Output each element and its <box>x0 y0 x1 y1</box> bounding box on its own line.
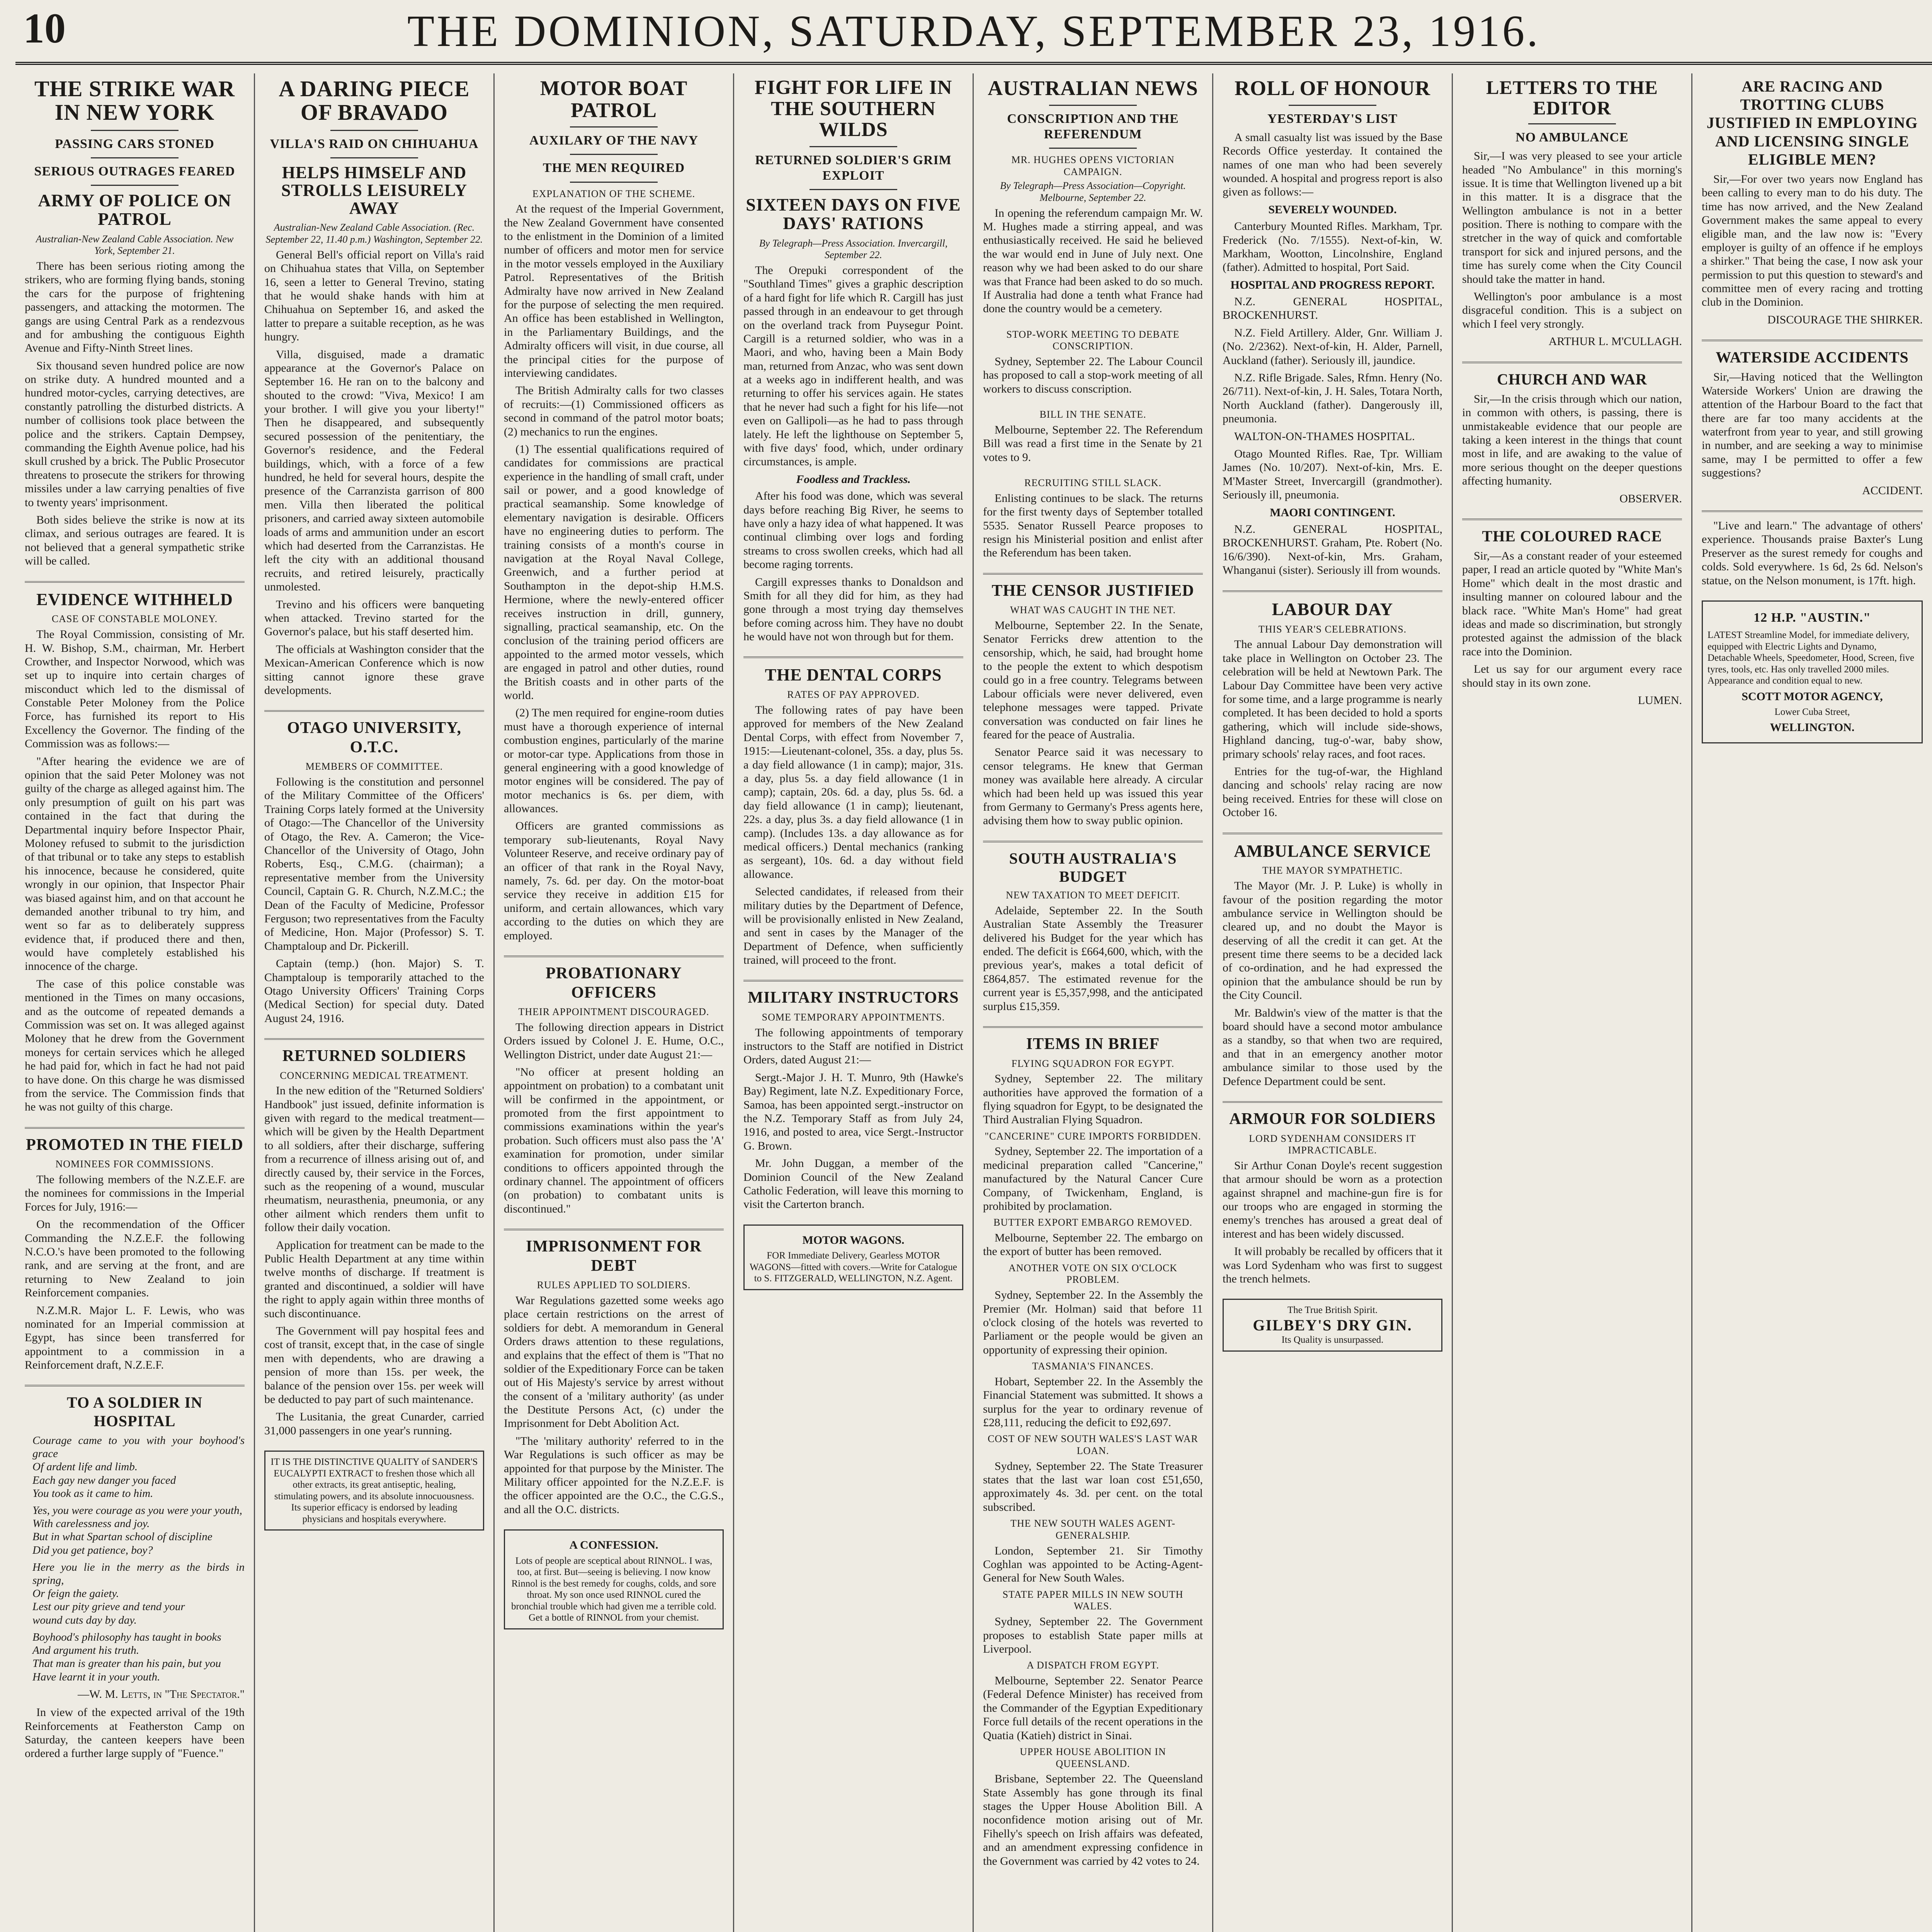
signature: LUMEN. <box>1638 694 1682 707</box>
paragraph: Wellington's poor ambulance is a most disgraceful condition. This is a subject on which I feel very strongly. <box>1462 290 1682 330</box>
paragraph: The Royal Commission, consisting of Mr. H. W. Bishop, S.M., chairman, Mr. Herbert Crowther, and Inspector Norwood, which was set up to inquire into certain charges of misconduct which led to the dismissal of Constable Peter Moloney from the Police Force, has furnished its report to His Excellency the Governor. The finding of the Commission was as follows:— <box>25 628 245 750</box>
subhead: BUTTER EXPORT EMBARGO REMOVED. <box>993 1217 1192 1228</box>
headline: IMPRISONMENT FOR DEBT <box>526 1238 702 1275</box>
advertisement-austin <box>1702 600 1923 743</box>
subhead: NOMINEES FOR COMMISSIONS. <box>55 1158 214 1170</box>
headline: EVIDENCE WITHHELD <box>36 590 233 609</box>
headline: PROBATIONARY OFFICERS <box>546 964 682 1002</box>
subhead: STATE PAPER MILLS IN NEW SOUTH WALES. <box>1002 1588 1184 1612</box>
headline: AUSTRALIAN NEWS <box>988 77 1198 100</box>
headline: MOTOR BOAT PATROL <box>540 77 688 122</box>
column-2 <box>255 73 495 1932</box>
paragraph: The following appointments of temporary instructors to the Staff are notified in District Orders, dated August 21:— <box>743 1026 963 1066</box>
paragraph: On the recommendation of the Officer Commanding the N.Z.E.F. the following N.C.O.'s have been promoted to the following rank, and are serving at the front, and are returning to New Zealand to join Reinforcement companies. <box>25 1218 245 1299</box>
paragraph: The case of this police constable was mentioned in the Times on many occasions, and as the outcome of repeated demands a Commission was set on. It was alleged against Moloney that he drew from the Government moneys for certain services which he alleged he had paid for, which in fact he had not paid to have done. On this charge he was dismissed from the service. The Commission finds that he was not guilty of this charge. <box>25 977 245 1114</box>
paragraph: The Government will pay hospital fees and cost of transit, except that, in the case of single men with dependents, who are drawing a pension of more than 15s. per week, the balance of the pension over 15s. per week will be deducted to pay part of such maintenance. <box>264 1324 484 1406</box>
paragraph: The Mayor (Mr. J. P. Luke) is wholly in favour of the position regarding the motor ambulance service in Wellington should be cleared up, and no doubt the Mayor is deserving of all the credit it can get. At the present time there seems to be a decided lack of co-ordination, and he had expressed the opinion that the ambulance should be run by the City Council. <box>1223 879 1442 1002</box>
paragraph: Sydney, September 22. The Labour Council has proposed to call a stop-work meeting of all workers to discuss conscription. <box>983 355 1203 395</box>
ad-address: Lower Cuba Street, <box>1774 706 1850 717</box>
subhead: TASMANIA'S FINANCES. <box>1032 1361 1154 1372</box>
subhead: RECRUITING STILL SLACK. <box>1024 477 1162 489</box>
deck: VILLA'S RAID ON CHIHUAHUA <box>270 136 479 151</box>
article-fight <box>743 77 963 643</box>
paragraph: At the request of the Imperial Government, the New Zealand Government have consented to the enlistment in the Dominion of a limited number of officers and motor men for service in the motor vessels employed in the Auxiliary Patrol. Representatives of the British Admiralty have now arrived in New Zealand for the purpose of selecting the men required. An office has been established in Wellington, in the Parliamentary Buildings, and the Admiralty officers will visit, in due course, all the principal cities for the purpose of interviewing candidates. <box>504 202 724 379</box>
letter-coloured-race <box>1462 527 1682 707</box>
headline: WATERSIDE ACCIDENTS <box>1716 349 1909 366</box>
paragraph: War Regulations gazetted some weeks ago place certain restrictions on the arrest of soldiers for debt. A memorandum in General Orders draws attention to these regulations, and explains that the effect of them is "That no soldier of the Expeditionary Force can be taken out of His Majesty's service by arrest without the consent of a 'military authority' (as under the Destitute Persons Act, (c) under the Imprisonment for Debt Abolition Act. <box>504 1294 724 1430</box>
paragraph: Melbourne, September 22. The Referendum Bill was read a first time in the Senate by 21 votes to 9. <box>983 423 1203 464</box>
ad-title: MOTOR WAGONS. <box>802 1233 905 1247</box>
paragraph: (1) The essential qualifications required of candidates for commissions are practical experience in the handling of small craft, under sail or power, and a good knowledge of practical seamanship. Some knowledge of elementary navigation is desirable. Officers have no engineering duties to perform. The training consists of a month's course in navigation at the Royal Naval College, Greenwich, and a further period at Southampton in the depot-ship H.M.S. Hermione, where the newly-entered officer receives instruction in drill, gunnery, signalling, practical seamanship, etc. On the conclusion of the training period officers are appointed to the armed motor vessels, which are engaged in patrol and other duties, round the British coasts and in other parts of the world. <box>504 442 724 702</box>
paragraph: "After hearing the evidence we are of opinion that the said Peter Moloney was not guilty of the charge as alleged against him. The only presumption of guilt on his part was contained in the fact that during the Departmental inquiry before Inspector Phair, Moloney refused to submit to the jurisdiction of that tribunal or to take any steps to establish his innocence, because he considered, quite wrongly in our opinion, that Inspector Phair was biased against him, and on that account he demanded another tribunal to try him, and went so far as to deliberately suppress evidence that, if produced there and then, would have completely established his innocence of the charge. <box>25 755 245 973</box>
letter-church-war <box>1462 370 1682 505</box>
newspaper-title: THE DOMINION, SATURDAY, SEPTEMBER 23, 1916. <box>407 7 1540 56</box>
paragraph: Sir,—I was very pleased to see your article headed "No Ambulance" in this morning's issue. It is time that Wellington livened up a bit in this matter. It is a disgrace that the Wellington ambulance is not in a better position. There is nothing to compare with the stretcher in the way of quick and comfortable transport for sick and injured persons, and the time has surely come when the City Council should take the matter in hand. <box>1462 150 1682 286</box>
paragraph: In view of the expected arrival of the 19th Reinforcements at Featherston Camp on Saturday, the canteen keepers have been ordered a further large supply of "Fuence." <box>25 1706 245 1760</box>
headline: SOUTH AUSTRALIA'S BUDGET <box>1009 849 1177 885</box>
paragraph: Sir,—In the crisis through which our nation, in common with others, is passing, there is unmistakeable evidence that our people are taking a keen interest in the things that count most in life, and are awaking to the value of more serious thought on the deeper questions affecting humanity. <box>1462 392 1682 488</box>
article-bravado <box>264 77 484 697</box>
paragraph: Sir Arthur Conan Doyle's recent suggestion that armour should be worn as a protection against shrapnel and machine-gun fire is for our troops who are engaged in storming the enemy's trenches has aroused a great deal of interest and has been widely discussed. <box>1223 1159 1442 1240</box>
advertisement-motor-wagons <box>743 1225 963 1290</box>
paragraph: Entries for the tug-of-war, the Highland dancing and schools' relay racing are now being received. Entries for these will close on October 16. <box>1223 765 1442 819</box>
paragraph: The officials at Washington consider that the Mexican-American Conference which is now sitting cannot ignore these grave developments. <box>264 643 484 697</box>
paragraph: N.Z. GENERAL HOSPITAL, BROCKENHURST. Graham, Pte. Robert (No. 16/6/390). Next-of-kin, Mrs. Graham, Whanganui (sister). Seriously ill from wounds. <box>1223 522 1442 577</box>
subhead: CONCERNING MEDICAL TREATMENT. <box>280 1070 469 1081</box>
paragraph: WALTON-ON-THAMES HOSPITAL. <box>1234 430 1415 443</box>
stanza: Yes, you were courage as you were your youth, With carelessness and joy. But in what Spartan school of discipline Did you get patience, boy? <box>32 1504 242 1556</box>
ad-line: Its Quality is unsurpassed. <box>1281 1335 1384 1345</box>
deck: SERIOUS OUTRAGES FEARED <box>34 164 235 179</box>
article-censor <box>983 582 1203 828</box>
subhead: MAORI CONTINGENT. <box>1270 506 1395 519</box>
paragraph: Selected candidates, if released from their military duties by the Department of Defence, will be provisionally enlisted in New Zealand, and sent in cases by the Manager of the Department of Defence, when sufficiently trained, will proceed to the front. <box>743 885 963 967</box>
paragraph: N.Z.M.R. Major L. F. Lewis, who was nominated for an Imperial commission at Egypt, has since been transferred for appointment to a commission in a Reinforcement draft, N.Z.E.F. <box>25 1304 245 1372</box>
column-6 <box>1213 73 1453 1932</box>
article-strike <box>25 77 245 568</box>
masthead <box>15 4 1932 65</box>
paragraph: "The 'military authority' referred to in the War Regulations is such officer as may be appointed for that purpose by the Minister. The Military officer appointed for the N.Z.E.F. is the officer appointed are the O.C., the C.G.S., and all the O.C. districts. <box>504 1434 724 1516</box>
article-dental <box>743 665 963 967</box>
article-sa-budget <box>983 849 1203 1013</box>
subhead: HOSPITAL AND PROGRESS REPORT. <box>1230 278 1435 291</box>
poem-soldier <box>25 1393 245 1760</box>
article-australian <box>983 77 1203 316</box>
paragraph: London, September 21. Sir Timothy Coghlan was appointed to be Acting-Agent-General for New South Wales. <box>983 1544 1203 1585</box>
subhead: NO AMBULANCE <box>1515 130 1629 145</box>
subhead: FLYING SQUADRON FOR EGYPT. <box>1011 1058 1175 1069</box>
article-ambulance <box>1223 841 1442 1088</box>
headline: RETURNED SOLDIERS <box>282 1047 466 1065</box>
paragraph: Sydney, September 22. In the Assembly the Premier (Mr. Holman) said that before 11 o'clock closing of the hotels was reverted to Parliament or the people would be given an opportunity of expressing their opinion. <box>983 1289 1203 1356</box>
letter-waterside <box>1702 348 1923 497</box>
subhead: ANOTHER VOTE ON SIX O'CLOCK PROBLEM. <box>1008 1262 1178 1286</box>
headline: ARE RACING AND TROTTING CLUBS JUSTIFIED IN EMPLOYING AND LICENSING SINGLE ELIGIBLE MEN? <box>1706 78 1918 168</box>
ad-line: The True British Spirit. <box>1287 1305 1378 1316</box>
subhead: WHAT WAS CAUGHT IN THE NET. <box>1010 604 1176 616</box>
paragraph: The Orepuki correspondent of the "Southland Times" gives a graphic description of a hard fight for life which R. Cargill has just passed through in an endeavour to get through on the overland track from Puysegur Point. Cargill is a returned soldier, who was in a Maori, and who, having been a Main Body man, returned from Anzac, who was sent down at a weeks ago in indifferent health, and was returning to offer his services again. He states that he never had such a fight for his life—not even on Gallipoli—as he had to pass through lately. He left the lighthouse on September 5, with five days' food, which, under ordinary circumstances, is ample. <box>743 264 963 468</box>
subhead: CASE OF CONSTABLE MOLONEY. <box>51 613 218 625</box>
paragraph: Adelaide, September 22. In the South Australian State Assembly the Treasurer delivered his Budget for the year which has ended. The deficit is £664,600, which, with the previous year's, makes a total deficit of £864,857. The estimated revenue for the current year is £5,357,998, and the anticipated surplus £15,359. <box>983 904 1203 1013</box>
deck: EXPLANATION OF THE SCHEME. <box>532 188 696 199</box>
paragraph: Hobart, September 22. In the Assembly the Financial Statement was submitted. It shows a surplus for the year to ordinary revenue of £28,111, reducing the deficit to £92,697. <box>983 1375 1203 1429</box>
paragraph: N.Z. Field Artillery. Alder, Gnr. William J. (No. 2/2362). Next-of-kin, H. Alder, Parnell, Auckland (father). Seriously ill, jaundice. <box>1223 326 1442 367</box>
headline: THE CENSOR JUSTIFIED <box>992 582 1194 600</box>
paragraph: The annual Labour Day demonstration will take place in Wellington on October 23. The celebration will be held at Newtown Park. The Labour Day Committee have been very active for some time, and a large programme is nearly completed. It has been decided to hold a sports gathering, which will include side-shows, Highland dancing, tug-o'-war, baby show, primary schools' relay races, and foot races. <box>1223 638 1442 760</box>
paragraph: After his food was done, which was several days before reaching Big River, he seems to have only a hazy idea of what happened. It was continual climbing over logs and fording streams to cross swollen creeks, which had all become raging torrents. <box>743 490 963 571</box>
subhead: A DISPATCH FROM EGYPT. <box>1027 1660 1159 1671</box>
column-1 <box>15 73 255 1932</box>
signature: DISCOURAGE THE SHIRKER. <box>1767 313 1923 326</box>
deck: ARMY OF POLICE ON PATROL <box>38 190 231 229</box>
article-debt <box>504 1237 724 1516</box>
paragraph: Canterbury Mounted Rifles. Markham, Tpr. Frederick (No. 7/1555). Next-of-kin, W. Markham, Wootton, Lincolnshire, England (father). Admitted to hospital, Port Said. <box>1223 220 1442 274</box>
headline: A DARING PIECE OF BRAVADO <box>279 76 470 125</box>
article-recruiting <box>983 477 1203 560</box>
paragraph: Let us say for our argument every race should stay in its own zone. <box>1462 663 1682 689</box>
deck: CONSCRIPTION AND THE REFERENDUM <box>1007 111 1179 141</box>
paragraph: "No officer at present holding an appointment on probation) to a combatant unit will be confirmed in the appointment, or promoted from the first appointment to commissions examinations within the year's probation. Such officers must also pass the 'A' examination for promotion, under similar conditions to officers appointed through the ordinary channel. The appointment of officers (on probation) to combatant units is discontinued." <box>504 1065 724 1215</box>
subhead: BILL IN THE SENATE. <box>1039 409 1146 420</box>
stanza: Courage came to you with your boyhood's grace Of ardent life and limb. Each gay new danger you faced You took as it came to him. <box>32 1434 245 1500</box>
subhead: NEW TAXATION TO MEET DEFICIT. <box>1006 889 1180 901</box>
column-5 <box>974 73 1213 1932</box>
advertisement-sanders <box>264 1451 484 1531</box>
article-armour <box>1223 1110 1442 1286</box>
paragraph: The British Admiralty calls for two classes of recruits:—(1) Commissioned officers as second in command of the patrol motor boats; (2) mechanics to run the engines. <box>504 384 724 438</box>
ad-text: IT IS THE DISTINCTIVE QUALITY of SANDER'S EUCALYPTI EXTRACT to freshen those which all other extracts, its great antiseptic, healing, stimulating powers, and its absolute innocuousness. Its superior efficacy is endorsed by leading physicians and hospitals everywhere. <box>270 1457 478 1524</box>
page-number: 10 <box>23 5 66 52</box>
headline: TO A SOLDIER IN HOSPITAL <box>66 1394 203 1430</box>
headline: MILITARY INSTRUCTORS <box>748 989 959 1007</box>
paragraph: General Bell's official report on Villa's raid on Chihuahua states that Villa, on September 16, seen a letter to General Trevino, stating that he would shake hands with him at Chihuahua on September 16, and asked the latter to prepare a suitable reception, as he was hungry. <box>264 248 484 344</box>
stanza: Here you lie in the merry as the birds in spring, Or feign the gaiety. Lest our pity grieve and tend your wound cuts day by day. <box>32 1561 245 1626</box>
article-evidence <box>25 590 245 1114</box>
paragraph: (2) The men required for engine-room duties must have a thorough experience of internal combustion engines, particularly of the marine or motor-car type. Applications from those in general engineering with a good knowledge of motor engines will be considered. The pay of motor mechanics is 6s. per diem, with allowances. <box>504 706 724 815</box>
subhead: THIS YEAR'S CELEBRATIONS. <box>1258 623 1407 635</box>
headline: LABOUR DAY <box>1272 599 1393 619</box>
paragraph: "Live and learn." The advantage of others' experience. Thousands praise Baxter's Lung Preserver as the surest remedy for coughs and colds. Sold everywhere. 1s 6d, 2s 6d. Nelson's statue, on the Nelson monument, is 17ft. high. <box>1702 519 1923 587</box>
paragraph: Cargill expresses thanks to Donaldson and Smith for all they did for him, as they had gone through a most trying day themselves before coming across him. They have no doubt he would have not won through but for them. <box>743 575 963 643</box>
paragraph: The following rates of pay have been approved for members of the New Zealand Dental Corps, with effect from November 7, 1915:—Lieutenant-colonel, 35s. a day, plus 5s. a day field allowance (1 in camp); major, 31s. a day, plus 5s. a day field allowance (1 in camp); captain, 20s. 6d. a day, plus 5s. 6d. a day field allowance (1 in camp); lieutenant, 22s. a day, plus 3s. a day field allowance (1 in camp). (Includes 13s. a day allowance as for medical officers.) Dental mechanics (ranking as sergeant), 10s. 6d. a day without field allowance. <box>743 704 963 881</box>
subhead: THE MAYOR SYMPATHETIC. <box>1262 865 1403 876</box>
ad-title: GILBEY'S DRY GIN. <box>1253 1316 1412 1334</box>
paragraph: Following is the constitution and personnel of the Military Committee of the Officers' Training Corps lately formed at the University of Otago:—The Chancellor of the University of Otago, the Rev. A. Cameron; the Vice-Chancellor of the University of Otago, John Roberts, Esq., C.M.G. (chairman); a representative member from the University Council, Captain G. R. Church, N.Z.M.C.; the Dean of the Faculty of Medicine, Professor Ferguson; two representatives from the Faculty of Medicine, Hon. Major (Professor) S. T. Champtaloup and Dr. Pickerill. <box>264 776 484 952</box>
paragraph: N.Z. Rifle Brigade. Sales, Rfmn. Henry (No. 26/711). Next-of-kin, J. H. Sales, Totara North, North Auckland (father). Dangerously ill, pneumonia. <box>1223 371 1442 425</box>
article-stop-work <box>983 329 1203 396</box>
paragraph-nelson <box>1702 519 1923 587</box>
paragraph: In the new edition of the "Returned Soldiers' Handbook" just issued, definite information is given with regard to the medical treatment—which will be given by the Health Department to all soldiers, after their discharge, suffering from a recurrence of illness arising out of, and directly caused by, their service in the Forces, such as the reopening of a wound, muscular rheumatism, neurasthenia, pneumonia, or any other ailment which renders them unfit to follow their daily vocation. <box>264 1084 484 1234</box>
ad-title: 12 H.P. "AUSTIN." <box>1753 610 1871 625</box>
advertisement-gilbeys <box>1223 1299 1442 1351</box>
paragraph: Enlisting continues to be slack. The returns for the first twenty days of September totalled 5535. Senator Russell Pearce proposes to resign his Ministerial position and enlist after the Referendum has been taken. <box>983 492 1203 560</box>
headline: THE COLOURED RACE <box>1482 527 1662 545</box>
paragraph: Mr. John Duggan, a member of the Dominion Council of the New Zealand Catholic Federation, will leave this morning to visit the Carterton branch. <box>743 1157 963 1211</box>
deck: THE MEN REQUIRED <box>543 161 685 175</box>
paragraph: Officers are granted commissions as temporary sub-lieutenants, Royal Navy Volunteer Reserve, and receive ordinary pay of an officer of that rank in the Royal Navy, namely, 7s. 6d. per day. On the motor-boat service they receive in addition £15 for uniform, and certain allowances, which vary according to the duties on which they are employed. <box>504 820 724 942</box>
article-promoted <box>25 1136 245 1372</box>
headline: OTAGO UNIVERSITY, O.T.C. <box>287 719 462 756</box>
subhead: RATES OF PAY APPROVED. <box>787 689 920 701</box>
signature: ARTHUR L. M'CULLAGH. <box>1548 335 1682 348</box>
article-letters <box>1462 77 1682 349</box>
ad-text: LATEST Streamline Model, for immediate delivery, equipped with Electric Lights and Dynamo, Detachable Wheels, Speedometer, Hood, Screen, five tyres, tools, etc. Has only travelled 2000 miles. Appearance and condition equal to new. <box>1708 630 1915 686</box>
subhead: COST OF NEW SOUTH WALES'S LAST WAR LOAN. <box>988 1433 1198 1457</box>
subhead: STOP-WORK MEETING TO DEBATE CONSCRIPTION. <box>1006 328 1180 352</box>
headline: ARMOUR FOR SOLDIERS <box>1229 1110 1436 1128</box>
paragraph: Sydney, September 22. The Government proposes to establish State paper mills at Liverpool. <box>983 1615 1203 1655</box>
headline: AMBULANCE SERVICE <box>1234 841 1431 861</box>
subhead: MEMBERS OF COMMITTEE. <box>305 761 443 772</box>
deck: RETURNED SOLDIER'S GRIM EXPLOIT <box>755 153 952 183</box>
paragraph: It will probably be recalled by officers that it was Lord Sydenham who was first to suggest the trench helmets. <box>1223 1245 1442 1285</box>
paragraph: Both sides believe the strike is now at its climax, and serious outrages are feared. It is not believed that a general sympathetic strike will be called. <box>25 513 245 568</box>
paragraph: N.Z. GENERAL HOSPITAL, BROCKENHURST. <box>1223 295 1442 322</box>
ad-city: WELLINGTON. <box>1770 721 1855 734</box>
paragraph: Sydney, September 22. The State Treasurer states that the last war loan cost £51,650, approximately 4s. 3d. per cent. on the total subscribed. <box>983 1459 1203 1514</box>
dateline: By Telegraph—Press Association—Copyright. Melbourne, September 22. <box>1000 180 1186 203</box>
article-motor-boat <box>504 77 724 942</box>
column-4 <box>734 73 974 1932</box>
paragraph: Six thousand seven hundred police are now on strike duty. A hundred mounted and a hundred motor-cycles, carrying detectives, are constantly patrolling the disturbed districts. A number of collisions took place between the police and the strikers. Captain Dempsey, commanding the Eighth Avenue police, had his skull crushed by a brick. The Public Prosecutor threatens to prosecute the strikers for throwing missiles under a law carrying penalties of five to twenty years' imprisonment. <box>25 359 245 509</box>
paragraph: Sydney, September 22. The military authorities have approved the formation of a flying squadron for Egypt, to be designated the Third Australian Flying Squadron. <box>983 1072 1203 1126</box>
paragraph: There has been serious rioting among the strikers, who are forming flying bands, stoning the cars for the purpose of frightening passengers, and attacking the motormen. The gangs are using Central Park as a rendezvous and for ambushing the contiguous Eighth Avenue and Fifty-Ninth Street lines. <box>25 259 245 355</box>
paragraph: Otago Mounted Rifles. Rae, Tpr. William James (No. 10/207). Next-of-kin, Mrs. E. M'Master Street, Invercargill (grandmother). Seriously ill, pneumonia. <box>1223 447 1442 502</box>
column-7 <box>1453 73 1692 1932</box>
headline: PROMOTED IN THE FIELD <box>26 1136 243 1154</box>
paragraph: The following direction appears in District Orders issued by Colonel J. E. Hume, O.C., Wellington District, under date August 21:— <box>504 1020 724 1061</box>
paragraph: Sir,—Having noticed that the Wellington Waterside Workers' Union are drawing the attention of the Harbour Board to the fact that there are far too many accidents at the waterfront from year to year, and still growing in number, and are seeking a way to minimise same, may I be permitted to offer a few suggestions? <box>1702 371 1923 480</box>
deck: SIXTEEN DAYS ON FIVE DAYS' RATIONS <box>746 195 961 233</box>
paragraph: The following members of the N.Z.E.F. are the nominees for commissions in the Imperial Forces for July, 1916:— <box>25 1173 245 1213</box>
subhead: LORD SYDENHAM CONSIDERS IT IMPRACTICABLE. <box>1249 1133 1416 1156</box>
column-3 <box>495 73 734 1932</box>
article-labour-day <box>1223 599 1442 820</box>
paragraph: Melbourne, September 22. Senator Pearce (Federal Defence Minister) has received from the Commander of the Egyptian Expeditionary Force full details of the recent operations in the Quatia (Katieh) district in Sinai. <box>983 1674 1203 1742</box>
paragraph: Sir,—For over two years now England has been calling to every man to do his duty. The time has now arrived, and the New Zealand Government makes the same appeal to every eligible man, and the law now is: "Every employer is guilty of an offence if he employs a shirker." That being the case, I now ask your permission to put this question to steward's and committee men of every racing and trotting club in the Dominion. <box>1702 172 1923 309</box>
paragraph: Captain (temp.) (hon. Major) S. T. Champtaloup is temporarily attached to the Otago University Officers' Training Corps (Medical Section) for special duty. Dated August 24, 1916. <box>264 957 484 1025</box>
subhead: SOME TEMPORARY APPOINTMENTS. <box>762 1012 945 1023</box>
article-bill <box>983 409 1203 464</box>
letter-racing <box>1702 77 1923 327</box>
paragraph: Mr. Baldwin's view of the matter is that the board should have a second motor ambulance as a standby, so that when two are required, and that in an emergency another motor ambulance similar to those used by the Defence Department could be sent. <box>1223 1006 1442 1088</box>
article-roll-of-honour <box>1223 77 1442 577</box>
paragraph: Sydney, September 22. The importation of a medicinal preparation called "Cancerine," manufactured by the Natural Cancer Cure Company, of Twickenham, England, is prohibited by proclamation. <box>983 1145 1203 1213</box>
paragraph: Application for treatment can be made to the Public Health Department at any time within twelve months of discharge. If treatment is granted and discontinued, a soldier will have the right to apply again within three months of such discontinuance. <box>264 1238 484 1320</box>
article-probationary <box>504 964 724 1216</box>
paragraph: Sergt.-Major J. H. T. Munro, 9th (Hawke's Bay) Regiment, late N.Z. Expeditionary Force, Samoa, has been appointed sergt.-instructor on the N.Z. Temporary Staff as from July 24, 1916, and posted to area, vice Sergt.-Instructor G. Brown. <box>743 1071 963 1152</box>
deck: AUXILARY OF THE NAVY <box>529 133 699 148</box>
headline: THE STRIKE WAR IN NEW YORK <box>34 76 235 125</box>
headline: ITEMS IN BRIEF <box>1026 1035 1160 1053</box>
paragraph: A small casualty list was issued by the Base Records Office yesterday. It contained the names of one man who had been severely wounded. A hospital and progress report is also given as follows:— <box>1223 131 1442 199</box>
subhead: SEVERELY WOUNDED. <box>1268 203 1397 216</box>
article-items-brief <box>983 1035 1203 1868</box>
paragraph: Senator Pearce said it was necessary to censor telegrams. He knew that German money was available here already. A circular which had been held up was issued this year from Germany to Germany's Press agents here, advising them how to sway public opinion. <box>983 746 1203 827</box>
headline: LETTERS TO THE EDITOR <box>1486 77 1658 119</box>
article-otago <box>264 719 484 1025</box>
deck: PASSING CARS STONED <box>55 136 214 151</box>
paragraph: Villa, disguised, made a dramatic appearance at the Governor's Palace on September 16. He ran on to the balcony and shouted to the crowd: "Viva, Mexico! I am your brother. I will give you your liberty!" Then he disappeared, and subsequently secured possession of the penitentiary, the Governor's residence, and the Federal buildings, which, with a force of a few hundred, he held for several hours, despite the presence of the Carranzista garrison of 800 men. Villa then liberated the political prisoners, and carried away sixteen automobile loads of arms and ammunition under an escort which had deserted from the Carranzistas. He left the city with an additional thousand recruits, and retired leisurely, practically unmolested. <box>264 348 484 594</box>
paragraph: Melbourne, September 22. The embargo on the export of butter has been removed. <box>983 1231 1203 1258</box>
paragraph: Brisbane, September 22. The Queensland State Assembly has gone through its final stages the Upper House Abolition Bill. A noconfidence motion arising out of Mr. Fihelly's speech on Irish affairs was defeated, and an amendment expressing confidence in the Government was carried by 42 votes to 24. <box>983 1772 1203 1867</box>
subhead: "CANCERINE" CURE IMPORTS FORBIDDEN. <box>985 1130 1201 1142</box>
deck: YESTERDAY'S LIST <box>1267 111 1398 126</box>
ad-text: FOR Immediate Delivery, Gearless MOTOR WAGONS—fitted with covers.—Write for Catalogue to S. FITZGERALD, WELLINGTON, N.Z. Agent. <box>749 1250 957 1284</box>
headline: CHURCH AND WAR <box>1497 370 1647 388</box>
paragraph: Trevino and his officers were banqueting when attacked. Trevino started for the Governor's palace, but his staff deserted him. <box>264 598 484 638</box>
headline: THE DENTAL CORPS <box>765 665 942 685</box>
paragraph: Melbourne, September 22. In the Senate, Senator Ferricks drew attention to the censorship, which, he said, had brought home to the people the extent to which despotism could go in a free country. Telegrams between Labour officials were never delivered, even telephone messages were tapped. Private conversation was conducted on fair lines he feared for the peace of Australia. <box>983 619 1203 742</box>
deck: HELPS HIMSELF AND STROLLS LEISURELY AWAY <box>281 163 468 218</box>
paragraph: Sir,—As a constant reader of your esteemed paper, I read an article quoted by "White Man's Home" which dealt in the most drastic and insulting manner on coloured labour and the black race. "White Man's Home" had great ideas and made so discrimination, but strongly protested against the admission of the black race into the Dominion. <box>1462 549 1682 658</box>
subhead: THEIR APPOINTMENT DISCOURAGED. <box>518 1006 709 1018</box>
advertisement-rinnol <box>504 1529 724 1629</box>
signature: —W. M. Letts, in "The Spectator." <box>78 1687 245 1701</box>
dateline: Australian-New Zealand Cable Association. New York, September 21. <box>36 233 234 257</box>
ad-text: Lots of people are sceptical about RINNOL. I was, too, at first. But—seeing is believing. I now know Rinnol is the best remedy for coughs, colds, and sore throat. My son once used RINNOL cured the bronchial trouble which had given me a terrible cold. Get a bottle of RINNOL from your chemist. <box>511 1555 717 1623</box>
subhead: THE NEW SOUTH WALES AGENT-GENERALSHIP. <box>1010 1518 1176 1541</box>
signature: ACCIDENT. <box>1862 484 1923 497</box>
subhead: RULES APPLIED TO SOLDIERS. <box>537 1279 691 1291</box>
subhead: Foodless and Trackless. <box>796 473 911 486</box>
headline: ROLL OF HONOUR <box>1234 77 1431 100</box>
paragraph: In opening the referendum campaign Mr. W. M. Hughes made a stirring appeal, and was enthusiastically received. He said he believed the war would end in June of July next. One reason why we had been asked to do our share was that France had been asked to do so much. If Australia had done a tenth what France had done the country would be a cemetery. <box>983 206 1203 315</box>
dateline: By Telegraph—Press Association. Invercargill, September 22. <box>759 237 948 261</box>
signature: OBSERVER. <box>1619 492 1682 505</box>
dateline: Australian-New Zealand Cable Association. (Rec. September 22, 11.40 p.m.) Washington, September 22. <box>265 222 483 245</box>
paragraph: The Lusitania, the great Cunarder, carried 31,000 passengers in one year's running. <box>264 1410 484 1437</box>
newspaper-columns <box>15 73 1932 1932</box>
stanza: Boyhood's philosophy has taught in books And argument his truth. That man is greater than his pain, but you Have learnt it in your youth. <box>32 1631 221 1683</box>
ad-agency: SCOTT MOTOR AGENCY, <box>1742 690 1883 703</box>
subhead: UPPER HOUSE ABOLITION IN QUEENSLAND. <box>1020 1746 1166 1769</box>
article-returned <box>264 1047 484 1437</box>
headline: FIGHT FOR LIFE IN THE SOUTHERN WILDS <box>754 77 952 141</box>
article-instructors <box>743 988 963 1211</box>
ad-title: A CONFESSION. <box>569 1539 658 1552</box>
column-8 <box>1692 73 1932 1932</box>
deck: MR. HUGHES OPENS VICTORIAN CAMPAIGN. <box>1011 154 1175 177</box>
